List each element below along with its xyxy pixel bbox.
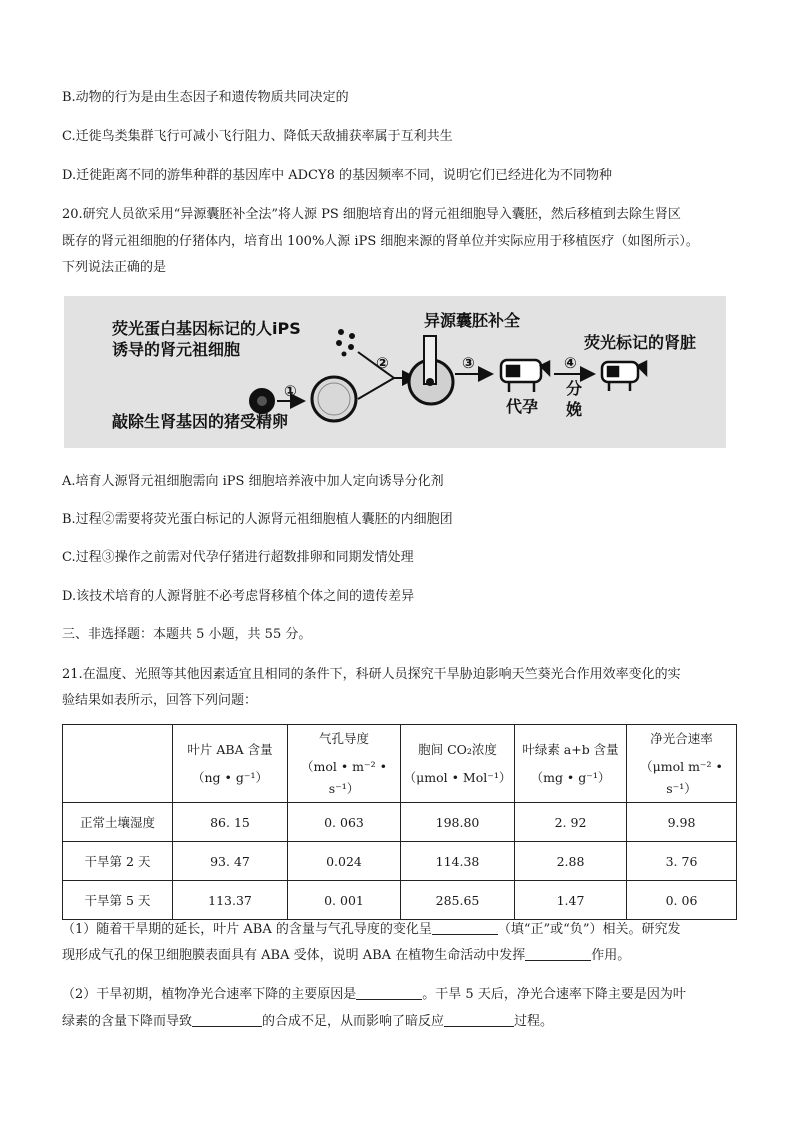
q20-diagram [64,296,726,448]
sub1-text-a: （1）随着干旱期的延长，叶片 ABA 的含量与气孔导度的变化呈 [62,922,432,937]
table-cell: 9.98 [627,803,737,842]
step-2-marker: ② [376,354,389,372]
step-1-marker: ① [284,382,297,400]
table-cell: 113.37 [173,881,288,920]
sub1-text-c: 现形成气孔的保卫细胞膜表面具有 ABA 受体，说明 ABA 在植物生命活动中发挥 [62,948,526,963]
table-cell: 0. 001 [288,881,401,920]
answer-blank-3[interactable] [356,985,422,1000]
label-kidney: 荧光标记的肾脏 [584,333,697,352]
table-cell: 2.88 [515,842,627,881]
table-row [63,881,737,920]
table-cell: 3. 76 [627,842,737,881]
table-cell: 93. 47 [173,842,288,881]
label-birth-2: 娩 [566,400,583,419]
q20-stem-line2: 既存的肾元祖细胞的仔猪体内，培育出 100%人源 iPS 细胞来源的肾单位并实际应用于移植医疗（如图所示）。 [62,234,699,249]
table-cell: 0.024 [288,842,401,881]
table-cell: 114.38 [401,842,515,881]
header-net-photosynthesis: 净光合速率 （μmol m⁻² • s⁻¹） [627,725,737,803]
header-co2: 胞间 CO₂浓度 （μmol • Mol⁻¹） [401,725,515,803]
q20-stem-line3: 下列说法正确的是 [62,260,167,275]
q21-sub1-line1 [62,920,753,940]
table-cell: 2. 92 [515,803,627,842]
q20-stem-line1: 20.研究人员欲采用“异源囊胚补全法”将人源 PS 细胞培育出的肾元祖细胞导入囊胚，然后移植到去除生肾区 [62,207,681,222]
q20-option-b: B.过程②需要将荧光蛋白标记的人源肾元祖细胞植人囊胚的内细胞团 [62,512,453,527]
table-row [63,842,737,881]
embryo-icon [312,377,356,421]
table-cell: 198.80 [401,803,515,842]
answer-blank-4[interactable] [192,1012,262,1027]
section-3-title: 三、非选择题：本题共 5 小题，共 55 分。 [62,627,312,642]
piglet-icon [602,362,646,391]
row-label: 干旱第 2 天 [63,842,173,881]
answer-blank-2[interactable] [525,946,591,961]
q19-option-d: D.迁徙距离不同的游隼种群的基因库中 ADCY8 的基因频率不同，说明它们已经进化为不同物种 [62,168,612,183]
step-4-marker: ④ [564,354,577,372]
answer-blank-5[interactable] [444,1012,514,1027]
q21-stem-line2: 验结果如表所示，回答下列问题： [62,693,258,708]
label-blastocyst: 异源囊胚补全 [424,311,521,330]
label-birth-1: 分 [566,379,583,398]
sub2-text-c: 绿素的含量下降而导致 [62,1014,193,1029]
surrogate-pig-icon [501,360,549,392]
header-aba: 叶片 ABA 含量 （ng • g⁻¹） [173,725,288,803]
sub1-text-d: 作用。 [591,948,631,963]
q20-option-c: C.过程③操作之前需对代孕仔猪进行超数排卵和同期发情处理 [62,550,414,565]
header-blank-cell [63,725,173,803]
table-cell: 86. 15 [173,803,288,842]
q21-sub2-line2 [62,1012,753,1032]
label-surrogate: 代孕 [506,397,539,416]
table-cell: 0. 063 [288,803,401,842]
row-label: 正常土壤湿度 [63,803,173,842]
q21-sub2-line1 [62,985,753,1005]
q21-stem-line1: 21.在温度、光照等其他因素适宜且相同的条件下，科研人员探究干旱胁迫影响天竺葵光合作用效率变化的实 [62,667,681,682]
label-ips-line1: 荧光蛋白基因标记的人iPS [112,319,301,338]
table-cell: 1.47 [515,881,627,920]
sub2-text-e: 过程。 [514,1014,554,1029]
pipette-icon [424,336,436,384]
q19-option-c: C.迁徙鸟类集群飞行可减小飞行阻力、降低天敌捕获率属于互利共生 [62,129,453,144]
q21-sub1-line2 [62,946,753,966]
header-chlorophyll: 叶绿素 a+b 含量 （mg • g⁻¹） [515,725,627,803]
q20-option-a: A.培育人源肾元祖细胞需向 iPS 细胞培养液中加人定向诱导分化剂 [62,474,444,489]
label-egg: 敲除生肾基因的猪受精卵 [112,412,289,431]
table-cell: 285.65 [401,881,515,920]
table-cell: 0. 06 [627,881,737,920]
sub1-text-b: （填“正”或“负”）相关。研究发 [497,922,681,937]
q21-data-table [62,724,737,920]
q20-option-d: D.该技术培育的人源肾脏不必考虑肾移植个体之间的遗传差异 [62,589,415,604]
header-stomatal-conductance: 气孔导度 （mol • m⁻² • s⁻¹） [288,725,401,803]
step-3-marker: ③ [462,354,475,372]
ips-cells [336,329,355,357]
table-row [63,803,737,842]
label-ips-line2: 诱导的肾元祖细胞 [112,340,241,359]
sub2-text-b: 。干旱 5 天后，净光合速率下降主要是因为叶 [422,987,686,1002]
table-header-row [63,725,737,803]
row-label: 干旱第 5 天 [63,881,173,920]
sub2-text-d: 的合成不足，从而影响了暗反应 [262,1014,445,1029]
answer-blank-1[interactable] [432,920,498,935]
q19-option-b: B.动物的行为是由生态因子和遗传物质共同决定的 [62,90,349,105]
sub2-text-a: （2）干旱初期，植物净光合速率下降的主要原因是 [62,987,357,1002]
